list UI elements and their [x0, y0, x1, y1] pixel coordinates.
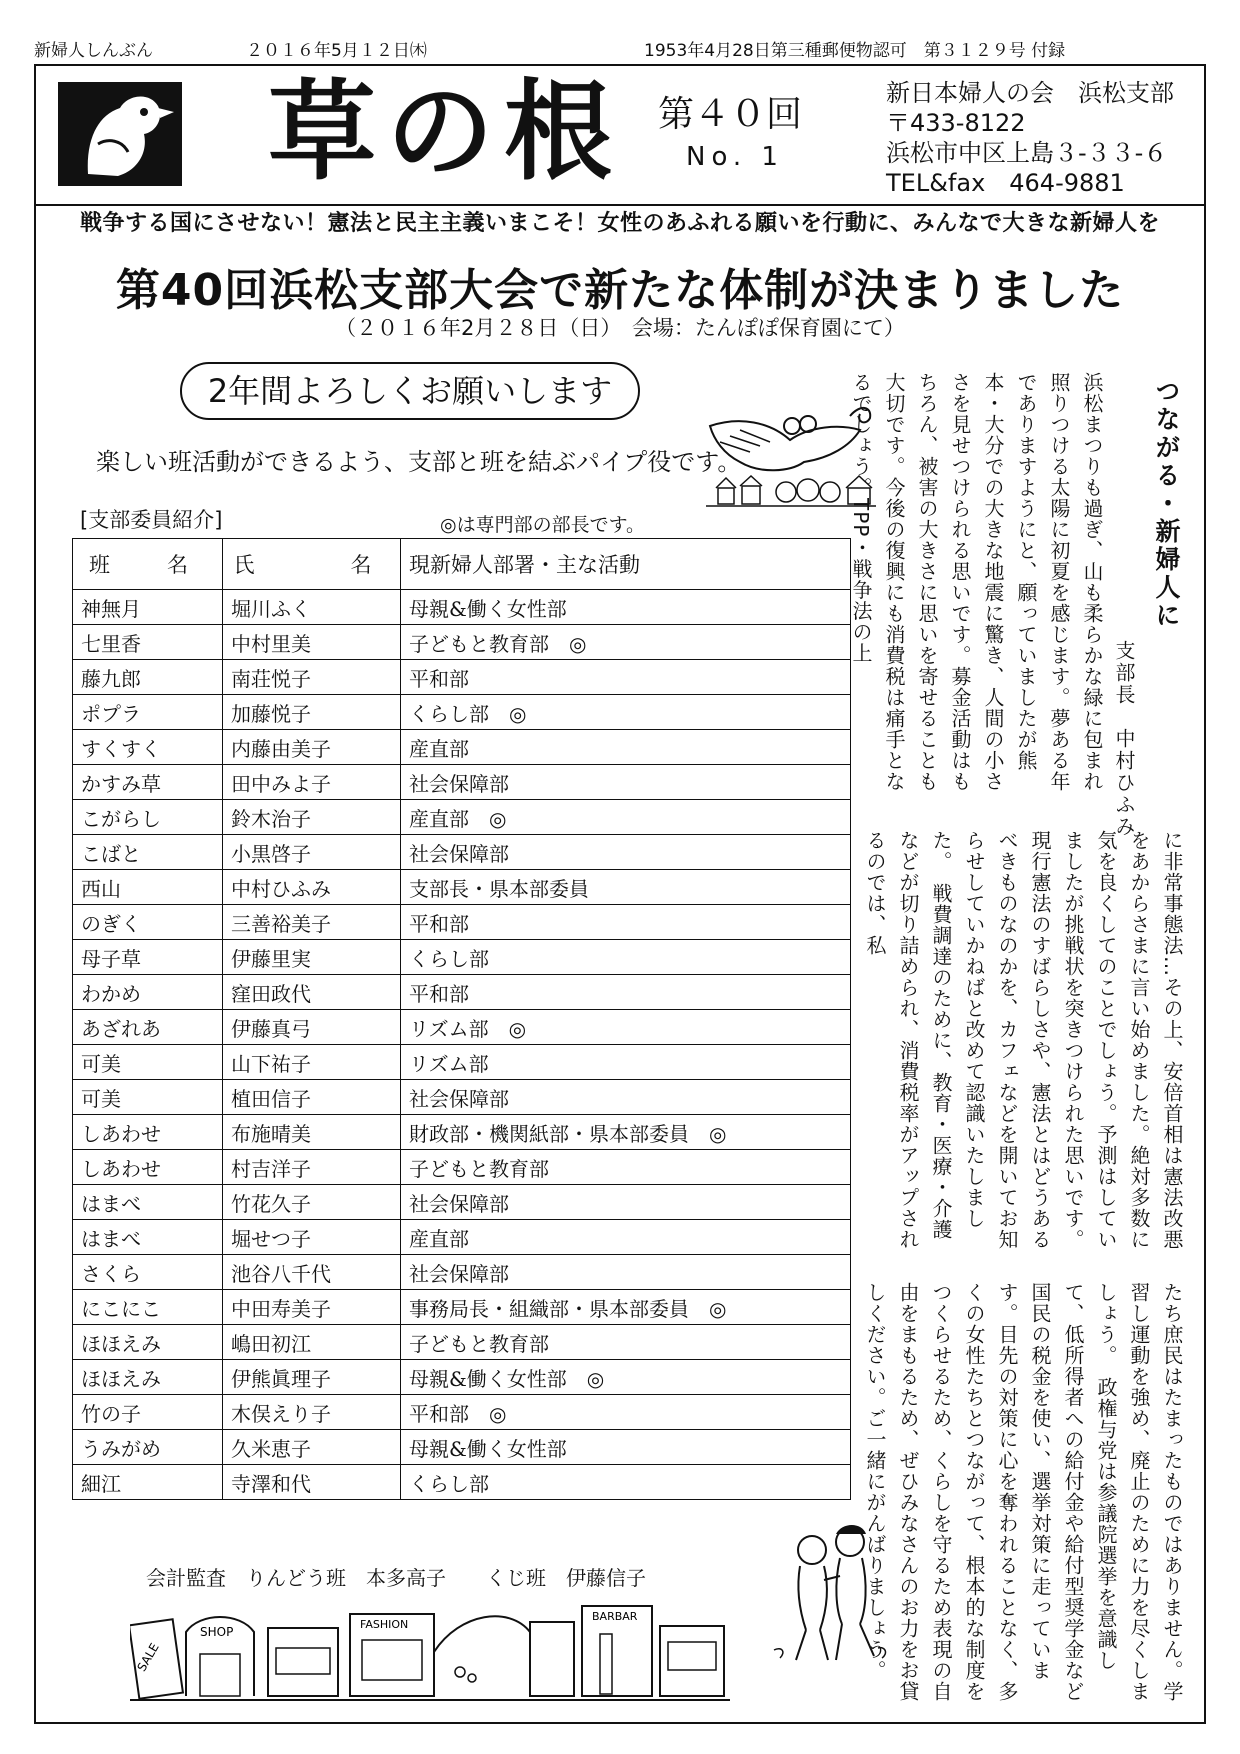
cell-name: 田中みよ子	[223, 765, 401, 800]
table-row	[73, 695, 851, 730]
paper-name-small: 新婦人しんぶん	[34, 41, 153, 61]
cell-role: くらし部	[401, 940, 851, 975]
cell-group: しあわせ	[73, 1150, 223, 1185]
cell-role: 社会保障部	[401, 1185, 851, 1220]
table-row	[73, 660, 851, 695]
cell-name: 堀せつ子	[223, 1220, 401, 1255]
cell-name: 中田寿美子	[223, 1290, 401, 1325]
column-text-block-2: に非常事態法…その上、安倍首相は憲法改悪をあからさまに言い始めました。絶対多数に気を良くしてのことでしょう。予測はしていましたが挑戦状を突きつけられた思いです。現行憲法のすばらしさや、憲法とはどうあるべきものなのかを、カフェなどを開いてお知らせしていかねばと改めて認識いたしました。 戦費調達のために、教育・医療・介護などが切り詰められ、消費税率がアップされるのでは、私	[863, 830, 1184, 1250]
shopping-street-illustration	[130, 1592, 730, 1707]
cell-group: すくすく	[73, 730, 223, 765]
column-title: つながる・新婦人に	[1152, 378, 1181, 630]
table-row	[73, 1430, 851, 1465]
committee-note: ◎は専門部の部長です。	[440, 514, 646, 536]
cell-name: 窪田政代	[223, 975, 401, 1010]
cell-group: 藤九郎	[73, 660, 223, 695]
cell-name: 堀川ふく	[223, 590, 401, 625]
table-row	[73, 1465, 851, 1500]
masthead	[36, 66, 1204, 206]
header-group: 班 名	[73, 539, 223, 590]
cell-role: 財政部・機関紙部・県本部委員 ◎	[401, 1115, 851, 1150]
committee-table	[72, 538, 851, 1500]
cell-name: 伊藤真弓	[223, 1010, 401, 1045]
cell-role: 子どもと教育部	[401, 1150, 851, 1185]
cell-name: 伊熊眞理子	[223, 1360, 401, 1395]
cell-role: 事務局長・組織部・県本部委員 ◎	[401, 1290, 851, 1325]
cell-role: 平和部 ◎	[401, 1395, 851, 1430]
cell-group: はまべ	[73, 1220, 223, 1255]
table-row	[73, 1395, 851, 1430]
cell-group: さくら	[73, 1255, 223, 1290]
shop-sign-barbar: BARBAR	[592, 1610, 638, 1623]
cell-role: 母親&働く女性部	[401, 1430, 851, 1465]
cell-name: 村吉洋子	[223, 1150, 401, 1185]
cell-name: 加藤悦子	[223, 695, 401, 730]
cell-group: 母子草	[73, 940, 223, 975]
cell-name: 植田信子	[223, 1080, 401, 1115]
table-row	[73, 730, 851, 765]
issue-date: ２０１６年5月１２日㈭	[246, 41, 427, 61]
table-row	[73, 765, 851, 800]
cell-name: 伊藤里実	[223, 940, 401, 975]
table-row	[73, 1360, 851, 1395]
cell-role: 母親&働く女性部 ◎	[401, 1360, 851, 1395]
cell-group: 可美	[73, 1045, 223, 1080]
cell-role: 社会保障部	[401, 1080, 851, 1115]
cell-name: 鈴木治子	[223, 800, 401, 835]
cell-name: 寺澤和代	[223, 1465, 401, 1500]
cell-group: 西山	[73, 870, 223, 905]
header-name: 氏 名	[223, 539, 401, 590]
cell-role: 母親&働く女性部	[401, 590, 851, 625]
cell-group: こばと	[73, 835, 223, 870]
cell-group: しあわせ	[73, 1115, 223, 1150]
cell-group: わかめ	[73, 975, 223, 1010]
cell-role: 産直部	[401, 730, 851, 765]
cell-role: 平和部	[401, 660, 851, 695]
table-row	[73, 1290, 851, 1325]
cell-role: 社会保障部	[401, 835, 851, 870]
cell-role: 平和部	[401, 905, 851, 940]
cell-role: 社会保障部	[401, 1255, 851, 1290]
cell-name: 布施晴美	[223, 1115, 401, 1150]
postal-permit: 1953年4月28日第三種郵便物認可 第３１２９号 付録	[644, 41, 1066, 61]
shop-sign-fashion: FASHION	[360, 1618, 409, 1631]
committee-label: [支部委員紹介]	[80, 508, 223, 532]
auditors: 会計監査 りんどう班 本多高子 くじ班 伊藤信子	[146, 1566, 646, 1590]
cell-name: 小黒啓子	[223, 835, 401, 870]
table-row	[73, 590, 851, 625]
table-header-row	[73, 539, 851, 590]
table-row	[73, 1255, 851, 1290]
header-info-line	[34, 36, 1206, 60]
cell-role: 支部長・県本部委員	[401, 870, 851, 905]
table-row	[73, 800, 851, 835]
header-role: 現新婦人部署・主な活動	[401, 539, 851, 590]
greeting-bubble: 2年間よろしくお願いします	[180, 362, 640, 420]
cell-group: 可美	[73, 1080, 223, 1115]
cell-name: 内藤由美子	[223, 730, 401, 765]
org-name: 新日本婦人の会 浜松支部	[886, 79, 1174, 107]
cell-name: 中村里美	[223, 625, 401, 660]
org-address: 浜松市中区上島３-３３-６	[886, 139, 1168, 167]
event-dateline: （２０１６年2月２８日（日） 会場：たんぽぽ保育園にて）	[335, 316, 905, 340]
table-row	[73, 1325, 851, 1360]
committee-rows	[73, 590, 851, 1500]
cell-group: ポプラ	[73, 695, 223, 730]
slogan: 戦争する国にさせない！憲法と民主主義いまこそ！女性のあふれる願いを行動に、みんなで大きな新婦人を	[79, 211, 1160, 236]
cell-group: うみがめ	[73, 1430, 223, 1465]
cell-group: 七里香	[73, 625, 223, 660]
shop-sign-sale: SALE	[134, 1640, 162, 1674]
cell-group: ほほえみ	[73, 1325, 223, 1360]
cell-role: 社会保障部	[401, 765, 851, 800]
cell-role: リズム部 ◎	[401, 1010, 851, 1045]
org-phone: TEL&fax 464-9881	[886, 169, 1125, 197]
paper-title: 草の根	[268, 69, 623, 195]
column-text-block-3: たち庶民はたまったものではありません。学習し運動を強め、廃止のために力を尽くしましょう。 政権与党は参議院選挙を意識して、低所得者への給付金や給付型奨学金など国民の税金を使い、選挙対策に走っています。目先の対策に心を奪われることなく、多くの女性たちとつながって、根本的な制度をつくらせるため、くらしを守るため表現の自由をまもるため、ぜひみなさんのお力をお貸しください。ご一緒にがんばりましょう。	[863, 1282, 1184, 1702]
issue-round: 第４０回	[658, 94, 803, 135]
cell-group: 細江	[73, 1465, 223, 1500]
cell-name: 山下祐子	[223, 1045, 401, 1080]
cell-group: 神無月	[73, 590, 223, 625]
column-text-block-1: 浜松まつりも過ぎ、山も柔らかな緑に包まれ照りつける太陽に初夏を感じます。夢ある年でありますようにと、願っていましたが熊本・大分での大きな地震に驚き、人間の小ささを見せつけられる思いです。募金活動はもちろん、被害の大きさに思いを寄せることも大切です。今後の復興にも消費税は痛手となるでしょう。TPP・戦争法の上	[849, 372, 1104, 792]
cell-role: 産直部	[401, 1220, 851, 1255]
table-row	[73, 905, 851, 940]
cell-role: 産直部 ◎	[401, 800, 851, 835]
table-row	[73, 1010, 851, 1045]
cell-group: あざれあ	[73, 1010, 223, 1045]
table-row	[73, 1150, 851, 1185]
cell-name: 中村ひふみ	[223, 870, 401, 905]
cell-role: 子どもと教育部 ◎	[401, 625, 851, 660]
organization-info	[886, 78, 1174, 198]
table-row	[73, 1115, 851, 1150]
cell-role: くらし部 ◎	[401, 695, 851, 730]
cell-name: 久米恵子	[223, 1430, 401, 1465]
cell-group: のぎく	[73, 905, 223, 940]
cell-group: ほほえみ	[73, 1360, 223, 1395]
table-row	[73, 625, 851, 660]
table-row	[73, 835, 851, 870]
cell-role: リズム部	[401, 1045, 851, 1080]
shop-sign-shop: SHOP	[200, 1625, 234, 1639]
cell-name: 嶋田初江	[223, 1325, 401, 1360]
cell-group: はまべ	[73, 1185, 223, 1220]
table-row	[73, 1185, 851, 1220]
greeting-subtext: 楽しい班活動ができるよう、支部と班を結ぶパイプ役です。	[96, 448, 742, 476]
org-postal: 〒433-8122	[886, 109, 1026, 137]
cell-name: 木俣えり子	[223, 1395, 401, 1430]
cell-group: こがらし	[73, 800, 223, 835]
cell-role: くらし部	[401, 1465, 851, 1500]
cell-name: 池谷八千代	[223, 1255, 401, 1290]
bird-logo-icon	[58, 82, 182, 186]
cell-group: 竹の子	[73, 1395, 223, 1430]
table-row	[73, 870, 851, 905]
cell-name: 竹花久子	[223, 1185, 401, 1220]
table-row	[73, 940, 851, 975]
headline: 第40回浜松支部大会で新たな体制が決まりました	[115, 265, 1125, 316]
cell-group: にこにこ	[73, 1290, 223, 1325]
cell-group: かすみ草	[73, 765, 223, 800]
table-row	[73, 1080, 851, 1115]
issue-number: No. 1	[686, 142, 784, 172]
cell-name: 南荘悦子	[223, 660, 401, 695]
table-row	[73, 975, 851, 1010]
table-row	[73, 1045, 851, 1080]
table-row	[73, 1220, 851, 1255]
cell-role: 子どもと教育部	[401, 1325, 851, 1360]
cell-role: 平和部	[401, 975, 851, 1010]
cell-name: 三善裕美子	[223, 905, 401, 940]
column-author: 支部長 中村ひふみ	[1112, 640, 1136, 838]
